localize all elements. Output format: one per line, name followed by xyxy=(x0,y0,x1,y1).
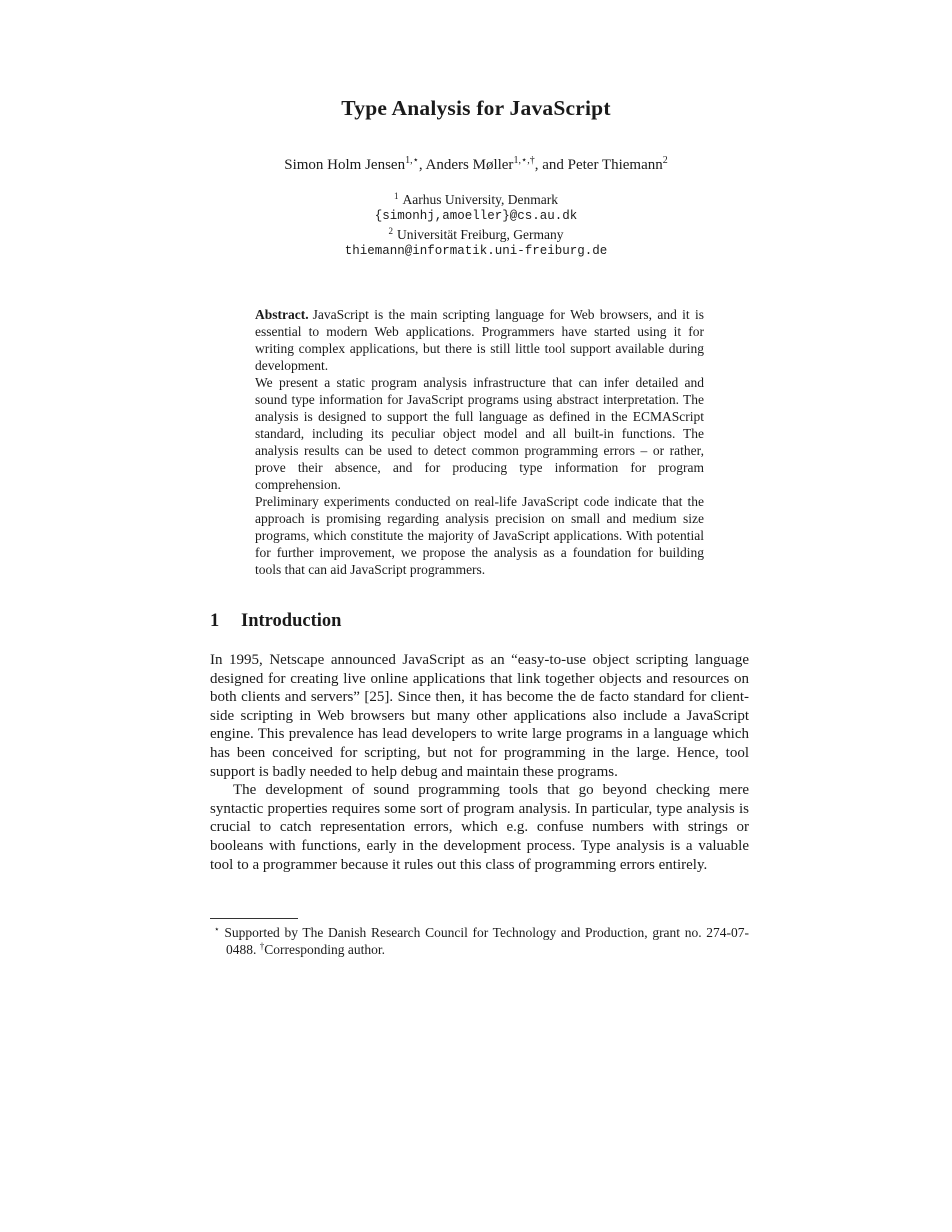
institution-name: Aarhus University, Denmark xyxy=(402,192,558,207)
affiliation-email: thiemann@informatik.uni-freiburg.de xyxy=(344,244,608,258)
author-name: Simon Holm Jensen xyxy=(284,157,406,173)
author-list xyxy=(0,157,952,174)
author-separator: , and xyxy=(534,157,568,173)
abstract-paragraph: We present a static program analysis infrastructure that can infer detailed and sound type information for JavaScript programs using abstract interpretation. The analysis is designed to support the full language as defined in the ECMAScript standard, including its peculiar object model and all built-in functions. The analysis results can be used to detect common programming errors – or rather, prove their absence, and for producing type information for program comprehension. xyxy=(255,375,704,492)
author-marks: 2 xyxy=(662,155,668,166)
body-paragraph: In 1995, Netscape announced JavaScript as an “easy-to-use object scripting language designed for creating live online applications that link together objects and resources on both clients and servers” [25]. Since then, it has become the de facto standard for client-side scripting in Web browsers but many other applications also include a JavaScript engine. This prevalence has lead developers to write large programs in a language which has been conceived for scripting, but not for programming in the large. Hence, tool support is badly needed to help debug and maintain these programs. xyxy=(210,652,749,780)
author-name: Anders Møller xyxy=(425,157,514,173)
footnote-rule xyxy=(210,918,298,919)
affiliation-mark: 1 xyxy=(394,191,399,201)
author-name: Peter Thiemann xyxy=(567,157,663,173)
footnote-mark: ⋆ xyxy=(214,924,220,934)
institution-name: Universität Freiburg, Germany xyxy=(396,227,564,242)
affiliation-institution xyxy=(0,191,952,208)
footnote-text: Supported by The Danish Research Council for Technology and Production, grant no. 274-07-0488. xyxy=(224,925,749,957)
section-body xyxy=(210,651,749,874)
affiliation-mark: 2 xyxy=(388,226,393,236)
author-separator: , xyxy=(418,157,426,173)
author-marks: 1,⋆ xyxy=(405,155,419,166)
abstract xyxy=(255,306,704,578)
section-heading xyxy=(210,611,341,632)
section-number: 1 xyxy=(210,611,220,631)
author-marks: 1,⋆,† xyxy=(513,155,535,166)
abstract-label: Abstract. xyxy=(255,307,309,322)
footnote xyxy=(210,924,749,958)
affiliation-email: {simonhj,amoeller}@cs.au.dk xyxy=(374,209,578,223)
affiliation-2 xyxy=(0,226,952,260)
abstract-text: JavaScript is the main scripting language for Web browsers, and it is essential to modern Web applications. Programmers have started using it for writing complex applications, but there is still little tool support available during development. xyxy=(255,307,704,373)
footnote-mark: † xyxy=(259,941,265,951)
body-paragraph: The development of sound programming tools that go beyond checking mere syntactic properties requires some sort of program analysis. In particular, type analysis is crucial to catch representation errors, which e.g. confuse numbers with strings or booleans with functions, early in the development process. Type analysis is a valuable tool to a programmer because it rules out this class of programming errors entirely. xyxy=(210,782,749,873)
footnote-text: Corresponding author. xyxy=(264,942,385,957)
abstract-paragraph xyxy=(255,306,704,374)
paper-title: Type Analysis for JavaScript xyxy=(341,96,611,120)
affiliation-institution xyxy=(0,226,952,243)
abstract-paragraph: Preliminary experiments conducted on real-life JavaScript code indicate that the approach is promising regarding analysis precision on small and medium size programs, which constitute the majority of JavaScript applications. With potential for further improvement, we propose the analysis as a foundation for building tools that can aid JavaScript programmers. xyxy=(255,494,704,577)
affiliation-1 xyxy=(0,191,952,225)
section-title: Introduction xyxy=(241,611,342,631)
